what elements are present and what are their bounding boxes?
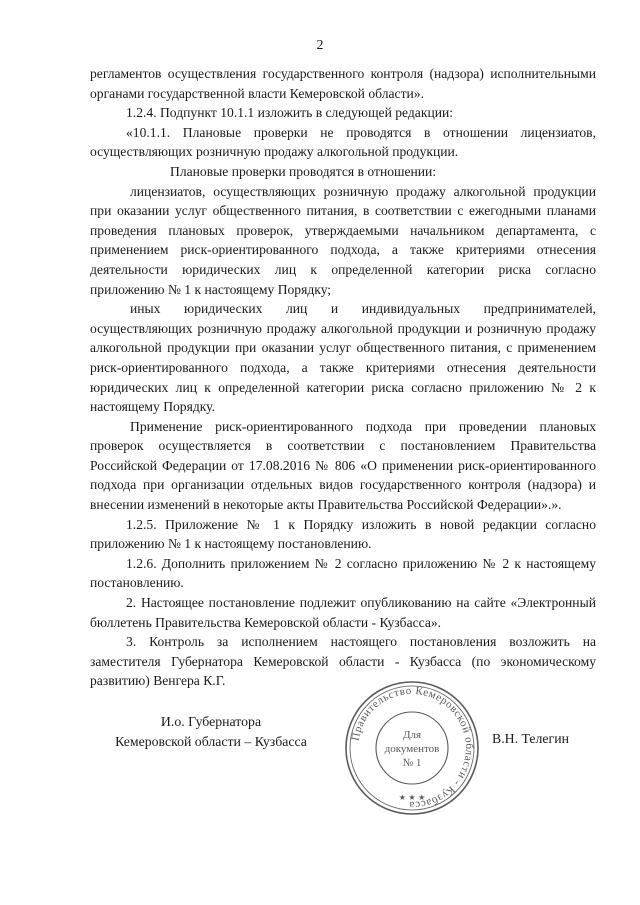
seal-center-line1: Для (402, 729, 422, 741)
paragraph-continuation: регламентов осуществления государственного контроля (надзора) исполнительными органами государственной власти Кемеровской области». (90, 66, 596, 101)
signatory-position (96, 712, 326, 751)
page-number: 2 (316, 38, 324, 53)
paragraph-1-2-6: 1.2.6. Дополнить приложением № 2 согласно приложению № 2 к настоящему постановлению. (90, 555, 596, 591)
signatory-name: В.Н. Телегин (492, 731, 569, 746)
signatory-position-line1: И.о. Губернатора (160, 714, 262, 729)
official-seal (340, 676, 484, 820)
seal-graphic (340, 676, 484, 820)
paragraph-other-entities: иных юридических лиц и индивидуальных предпринимателей, осуществляющих розничную продажу алкогольной продукции и розничную продажу алкогольной продукции при оказании услуг общественного питания, с применением риск-ориентированного подхода, а также критериями отнесения деятельности юридических лиц к определенной категории риска согласно приложению № 2 к настоящему Порядку. (90, 301, 596, 415)
paragraph-planned-inspections: Плановые проверки проводятся в отношении: (170, 163, 437, 179)
paragraph-10-1-1: «10.1.1. Плановые проверки не проводятся в отношении лицензиатов, осуществляющих розничную продажу алкогольной продукции. (90, 124, 596, 160)
paragraph-3-control: 3. Контроль за исполнением настоящего постановления возложить на заместителя Губернатора Кемеровской области - Кузбасса (по экономическому развитию) Венгера К.Г. (90, 634, 596, 689)
seal-center-line2: документов (384, 743, 440, 755)
paragraph-risk-approach: Применение риск-ориентированного подхода при проведении плановых проверок осуществляется в соответствии с постановлением Правительства Российской Федерации от 17.08.2016 № 806 «О применении риск-ориентированного подхода при организации отдельных видов государственного контроля (надзора) и внесении изменений в некоторые акты Правительства Российской Федерации».». (90, 418, 596, 513)
paragraph-1-2-5: 1.2.5. Приложение № 1 к Порядку изложить в новой редакции согласно приложению № 1 к настоящему постановлению. (90, 516, 596, 552)
seal-ring-text: Правительство Кемеровской области - Кузбасса (349, 684, 476, 812)
paragraph-1-2-4: 1.2.4. Подпункт 10.1.1 изложить в следующей редакции: (126, 105, 454, 121)
signatory-position-line2: Кемеровской области – Кузбасса (115, 733, 307, 749)
paragraph-licensees: лицензиатов, осуществляющих розничную продажу алкогольной продукции при оказании услуг общественного питания, в соответствии с ежегодными планами проведения плановых проверок, утверждаемыми начальником департамента, с применением риск-ориентированного подхода, а также критериями отнесения деятельности юридических лиц к определенной категории риска согласно приложению № 1 к настоящему Порядку; (90, 183, 596, 297)
document-body (90, 64, 596, 691)
seal-stars: ★ ★ ★ (398, 793, 426, 802)
paragraph-2-publication: 2. Настоящее постановление подлежит опубликованию на сайте «Электронный бюллетень Правительства Кемеровской области - Кузбасса». (90, 595, 596, 630)
seal-center-line3: № 1 (402, 757, 422, 769)
